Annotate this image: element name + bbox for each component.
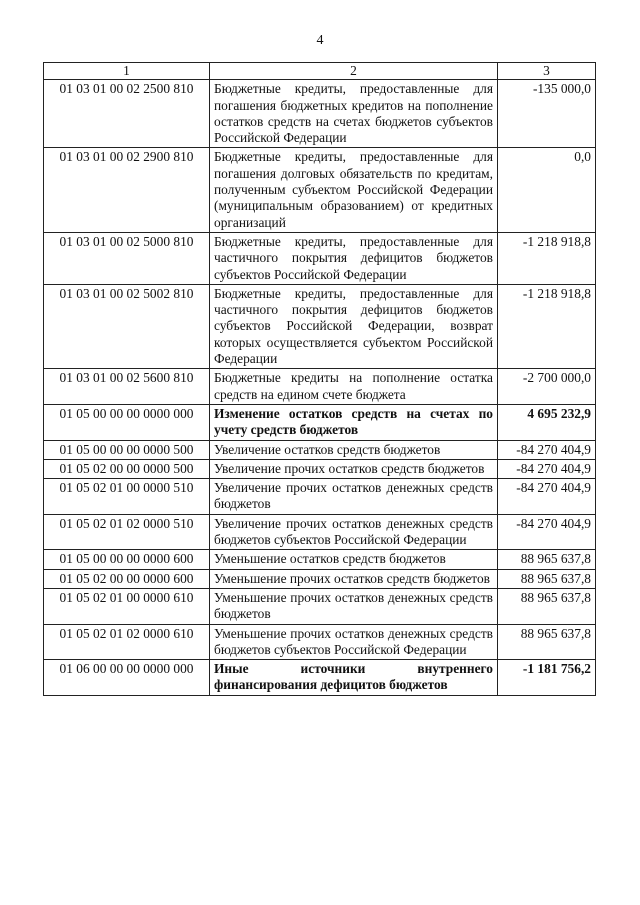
row-amount: 88 965 637,8 — [498, 550, 596, 569]
row-code: 01 05 02 01 00 0000 510 — [44, 479, 210, 515]
row-name: Бюджетные кредиты, предоставленные для частичного покрытия дефицитов бюджетов субъектов Российской Федерации, возврат которых осуществляется субъектом Российской Федерации — [210, 284, 498, 368]
row-name: Иные источники внутреннего финансирования дефицитов бюджетов — [210, 660, 498, 696]
row-code: 01 05 02 00 00 0000 600 — [44, 569, 210, 588]
table-row — [44, 459, 596, 478]
row-name: Изменение остатков средств на счетах по учету средств бюджетов — [210, 404, 498, 440]
table-row — [44, 588, 596, 624]
row-name: Бюджетные кредиты на пополнение остатка средств на едином счете бюджета — [210, 369, 498, 405]
header-cell-col-2: 2 — [210, 63, 498, 80]
header-cell-col-3: 3 — [498, 63, 596, 80]
row-name: Бюджетные кредиты, предоставленные для погашения бюджетных кредитов на пополнение остатков средств на счетах бюджетов субъектов Российской Федерации — [210, 80, 498, 148]
row-name: Бюджетные кредиты, предоставленные для погашения долговых обязательств по кредитам, полученным субъектом Российской Федерации (муниципальным образованием) от кредитных организаций — [210, 148, 498, 232]
sources-table — [43, 62, 596, 696]
row-amount: -1 218 918,8 — [498, 284, 596, 368]
row-code: 01 06 00 00 00 0000 000 — [44, 660, 210, 696]
table-row — [44, 148, 596, 232]
row-amount: -1 218 918,8 — [498, 232, 596, 284]
table-row — [44, 660, 596, 696]
table-row — [44, 80, 596, 148]
row-amount: 88 965 637,8 — [498, 588, 596, 624]
row-amount: -135 000,0 — [498, 80, 596, 148]
row-code: 01 05 02 01 02 0000 610 — [44, 624, 210, 660]
table-row — [44, 550, 596, 569]
table-row — [44, 440, 596, 459]
row-code: 01 05 00 00 00 0000 500 — [44, 440, 210, 459]
row-code: 01 05 02 01 00 0000 610 — [44, 588, 210, 624]
row-code: 01 05 00 00 00 0000 600 — [44, 550, 210, 569]
row-amount: 88 965 637,8 — [498, 624, 596, 660]
table-row — [44, 232, 596, 284]
table-row — [44, 479, 596, 515]
row-name: Уменьшение прочих остатков средств бюджетов — [210, 569, 498, 588]
table-row — [44, 369, 596, 405]
row-name: Уменьшение прочих остатков денежных средств бюджетов — [210, 588, 498, 624]
table-row — [44, 624, 596, 660]
table-row — [44, 404, 596, 440]
page-number: 4 — [316, 33, 324, 48]
row-amount: -84 270 404,9 — [498, 459, 596, 478]
row-amount: 0,0 — [498, 148, 596, 232]
row-name: Увеличение остатков средств бюджетов — [210, 440, 498, 459]
row-code: 01 03 01 00 02 5000 810 — [44, 232, 210, 284]
row-code: 01 03 01 00 02 2900 810 — [44, 148, 210, 232]
row-amount: 4 695 232,9 — [498, 404, 596, 440]
row-amount: -84 270 404,9 — [498, 514, 596, 550]
table-row — [44, 284, 596, 368]
row-name: Уменьшение остатков средств бюджетов — [210, 550, 498, 569]
row-code: 01 05 02 00 00 0000 500 — [44, 459, 210, 478]
row-name: Бюджетные кредиты, предоставленные для частичного покрытия дефицитов бюджетов субъектов Российской Федерации — [210, 232, 498, 284]
row-code: 01 03 01 00 02 2500 810 — [44, 80, 210, 148]
row-name: Увеличение прочих остатков денежных средств бюджетов субъектов Российской Федерации — [210, 514, 498, 550]
header-cell-col-1: 1 — [44, 63, 210, 80]
row-code: 01 05 00 00 00 0000 000 — [44, 404, 210, 440]
row-amount: -84 270 404,9 — [498, 479, 596, 515]
row-name: Увеличение прочих остатков денежных средств бюджетов — [210, 479, 498, 515]
row-amount: -1 181 756,2 — [498, 660, 596, 696]
row-code: 01 03 01 00 02 5002 810 — [44, 284, 210, 368]
row-amount: -2 700 000,0 — [498, 369, 596, 405]
table-row — [44, 569, 596, 588]
table-header-row — [44, 63, 596, 80]
row-amount: -84 270 404,9 — [498, 440, 596, 459]
row-code: 01 03 01 00 02 5600 810 — [44, 369, 210, 405]
row-name: Увеличение прочих остатков средств бюджетов — [210, 459, 498, 478]
table-row — [44, 514, 596, 550]
row-code: 01 05 02 01 02 0000 510 — [44, 514, 210, 550]
row-name: Уменьшение прочих остатков денежных средств бюджетов субъектов Российской Федерации — [210, 624, 498, 660]
row-amount: 88 965 637,8 — [498, 569, 596, 588]
